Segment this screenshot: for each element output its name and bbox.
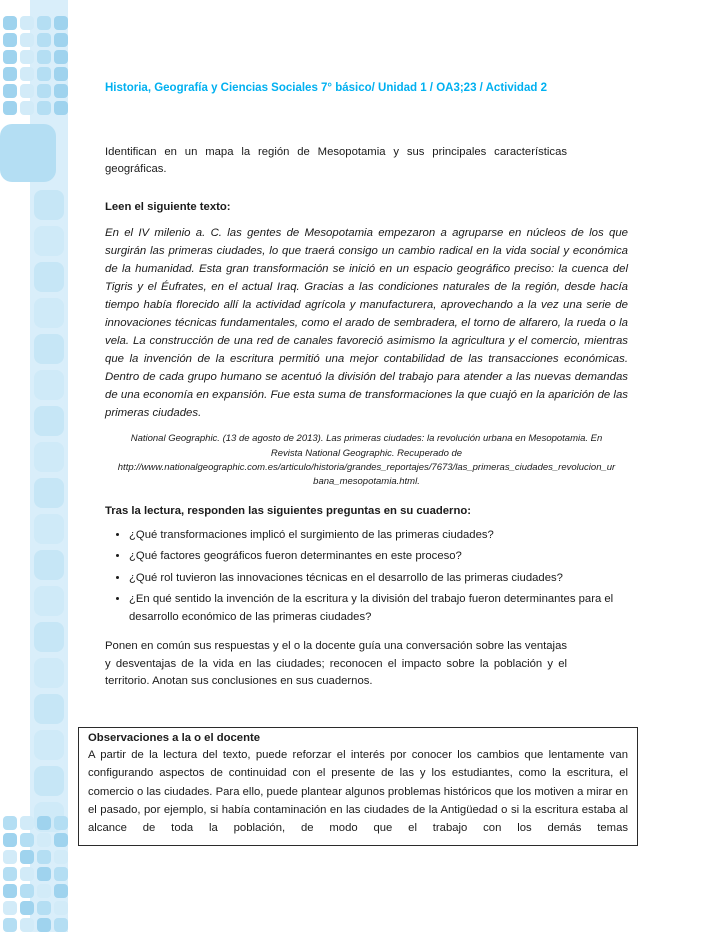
closing-paragraph: Ponen en común sus respuestas y el o la docente guía una conversación sobre las ventajas y desventajas de la vida en las ciudades; reconocen el impacto sobre la población y el territorio. Anotan sus conclusiones en sus cuadernos. <box>105 640 567 688</box>
read-prompt: Leen el siguiente texto: <box>105 200 231 213</box>
question-item: • ¿Qué factores geográficos fueron determinantes en este proceso? <box>129 548 628 566</box>
activity-intro: Identifican en un mapa la región de Mesopotamia y sus principales características geográficas. <box>105 145 567 176</box>
page-header: Historia, Geografía y Ciencias Sociales 7° básico/ Unidad 1 / OA3;23 / Actividad 2 <box>105 82 547 94</box>
question-item: • ¿Qué rol tuvieron las innovaciones técnicas en el desarrollo de las primeras ciudades? <box>129 570 628 588</box>
teacher-box-title: Observaciones a la o el docente <box>88 732 261 744</box>
citation-text: National Geographic. (13 de agosto de 2013). Las primeras ciudades: la revolución urbana en Mesopotamia. En Revista National Geographic. Recuperado de http://www.nationalgeographic.com.es/articulo/historia/grandes_reportajes/7673/las_primeras_ciudades_revolucion_urbana_mesopotamia.html. <box>117 433 616 488</box>
question-item: • ¿En qué sentido la invención de la escritura y la división del trabajo fueron determinantes para el desarrollo económico de las primeras ciudades? <box>129 591 628 626</box>
left-decoration <box>0 0 68 932</box>
content-area <box>105 0 628 691</box>
questions-prompt: Tras la lectura, responden las siguientes preguntas en su cuaderno: <box>105 505 472 518</box>
reading-passage: En el IV milenio a. C. las gentes de Mesopotamia empezaron a agruparse en núcleos de los que surgirán las primeras ciudades, lo que traerá consigo un cambio radical en la vida social y económica de la humanidad. Esta gran transformación se inició en un espacio geográfico preciso: la cuenca del Tigris y el Éufrates, en el actual Iraq. Gracias a las condiciones naturales de la región, desde hacía tiempo había florecido allí la actividad agrícola y manufacturera, aprovechando a la vez una serie de innovaciones técnicas fundamentales, como el arado de sembradera, el torno de alfarero, la rueda o la vela. La construcción de una red de canales favoreció asimismo la agricultura y el comercio, mientras que la invención de la escritura permitió una mejor contabilidad de las transacciones económicas. Dentro de cada grupo humano se acentuó la división del trabajo para atender a las nuevas demandas de una economía en expansión. Fue esta suma de transformaciones la que cuajó en la aparición de las primeras ciudades. <box>105 227 628 420</box>
question-item: • ¿Qué transformaciones implicó el surgimiento de las primeras ciudades? <box>129 527 628 545</box>
teacher-box-body: A partir de la lectura del texto, puede reforzar el interés por conocer los cambios que lentamente van configurando aspectos de continuidad con el presente de las y los estudiantes, como la escritura, el comercio o las ciudades. Para ello, puede plantear algunos problemas históricos que los motiven a mirar en el pasado, por ejemplo, si había contaminación en las ciudades de la Antigüedad o si la escritura estaba al alcance de toda la población, de modo que el trabajo con los demás temas <box>88 749 628 835</box>
question-list <box>105 527 628 627</box>
teacher-observations-box <box>78 727 638 846</box>
